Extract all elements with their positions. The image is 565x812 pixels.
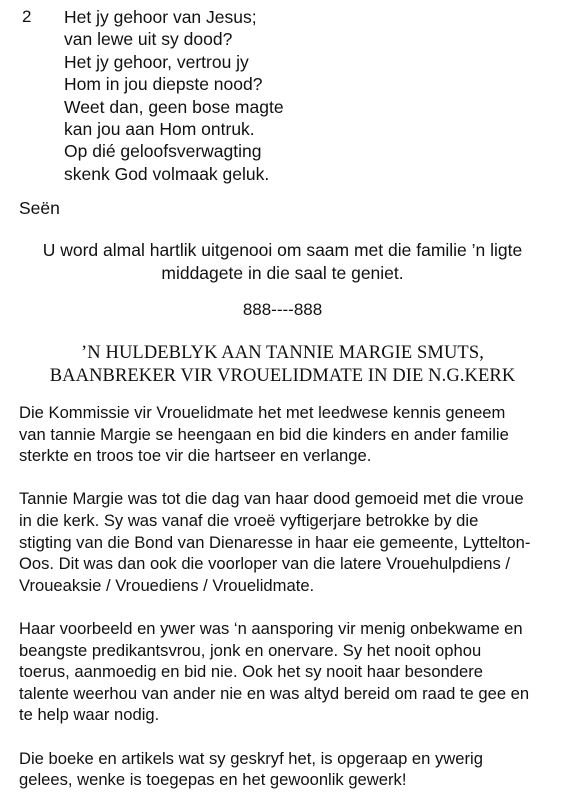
heading-line: BAANBREKER VIR VROUELIDMATE IN DIE N.G.KERK <box>49 365 516 386</box>
paragraph <box>19 618 549 726</box>
paragraph-line: gelees, wenke is toegepas en het gewoonlik gewerk! <box>19 770 407 790</box>
tribute-body <box>19 402 549 812</box>
section-separator: 888----888 <box>242 300 323 319</box>
verse-line: Hom in jou diepste nood? <box>64 74 263 95</box>
paragraph-line: talente weerhou van ander nie en was altyd bereid om raad te gee en <box>19 683 530 703</box>
paragraph-line: Vroueaksie / Vrouediens / Vrouelidmate. <box>19 575 315 595</box>
invitation-line: U word almal hartlik uitgenooi om saam met die familie ’n ligte <box>42 240 523 260</box>
paragraph-line: Haar voorbeeld en ywer was ‘n aansporing vir menig onbekwame en <box>19 618 523 638</box>
verse-line: kan jou aan Hom ontruk. <box>64 119 255 140</box>
blessing-text: Seën <box>19 198 60 218</box>
verse-line: Op dié geloofsverwagting <box>64 141 262 162</box>
paragraph-line: sterkte en troos toe vir die hartseer en verlange. <box>19 446 372 466</box>
paragraph-line: stigting van die Bond van Dienaresse in haar eie gemeente, Lyttelton- <box>19 532 531 552</box>
verse-line: Het jy gehoor van Jesus; <box>64 7 257 27</box>
verse-lines <box>64 6 284 185</box>
invitation-text <box>0 239 565 284</box>
paragraph-line: Die boeke en artikels wat sy geskryf het, is opgeraap en ywerig <box>19 748 483 768</box>
verse-line: skenk God volmaak geluk. <box>64 163 270 184</box>
paragraph <box>19 488 549 596</box>
paragraph-line: Oos. Dit was dan ook die voorloper van die latere Vrouehulpdiens / <box>19 554 511 574</box>
paragraph-line: Tannie Margie was tot die dag van haar dood gemoeid met die vroue <box>19 489 524 509</box>
tribute-heading <box>0 342 565 387</box>
paragraph-line: in die kerk. Sy was vanaf die vroeë vyftigerjare betrokke by die <box>19 510 479 530</box>
paragraph <box>19 748 549 791</box>
verse-line: Weet dan, geen bose magte <box>64 96 284 117</box>
heading-line: ’N HULDEBLYK AAN TANNIE MARGIE SMUTS, <box>81 343 484 363</box>
invitation-line: middagete in die saal te geniet. <box>161 262 404 283</box>
verse-line: van lewe uit sy dood? <box>64 29 233 50</box>
paragraph-line: toerus, aanmoedig en bid nie. Ook het sy nooit haar besondere <box>19 662 484 682</box>
verse-number: 2 <box>22 7 32 26</box>
verse-line: Het jy gehoor, vertrou jy <box>64 51 249 72</box>
paragraph-line: van tannie Margie se heengaan en bid die kinders en ander familie <box>19 424 509 444</box>
paragraph <box>19 402 549 467</box>
paragraph-line: te help waar nodig. <box>19 705 160 725</box>
paragraph-line: Die Kommissie vir Vrouelidmate het met leedwese kennis geneem <box>19 403 506 422</box>
paragraph-line: beangste predikantsvrou, jonk en onervare. Sy het nooit ophou <box>19 640 482 660</box>
